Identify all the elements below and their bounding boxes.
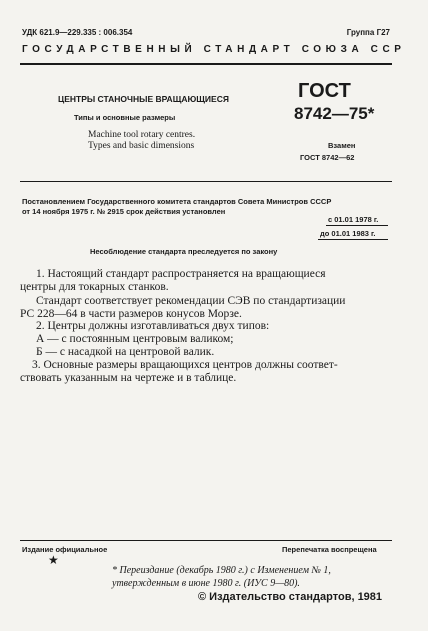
gost-number: 8742—75* <box>294 104 375 123</box>
type-b-item: Б — с насадкой на центровой валик. <box>36 346 215 358</box>
decree-line1: Постановлением Государственного комитета стандартов Совета Министров СССР <box>22 197 332 206</box>
instead-label: Взамен <box>328 141 356 150</box>
title-russian: ЦЕНТРЫ СТАНОЧНЫЕ ВРАЩАЮЩИЕСЯ <box>58 94 229 104</box>
violation-notice: Несоблюдение стандарта преследуется по закону <box>90 247 278 256</box>
decree-line2: от 14 ноября 1975 г. № 2915 срок действия установлен <box>22 207 226 216</box>
title-english-line2: Types and basic dimensions <box>88 141 195 151</box>
subtitle-russian: Типы и основные размеры <box>74 113 176 122</box>
paragraph-1-line2: центры для токарных станков. <box>20 281 169 293</box>
instead-number: ГОСТ 8742—62 <box>300 153 355 162</box>
date-to: до 01.01 1983 г. <box>320 229 376 238</box>
state-standard-heading: ГОСУДАРСТВЕННЫЙ СТАНДАРТ СОЮЗА ССР <box>22 44 406 55</box>
paragraph-2-line1: Стандарт соответствует рекомендации СЭВ по стандартизации <box>36 295 346 307</box>
publisher-copyright: © Издательство стандартов, 1981 <box>198 591 383 603</box>
udk-code: УДК 621.9—229.335 : 006.354 <box>22 28 133 37</box>
bottom-rule <box>20 540 392 541</box>
date-from-underline <box>326 225 388 226</box>
gost-label: ГОСТ <box>298 80 351 102</box>
title-english-line1: Machine tool rotary centres. <box>88 130 196 140</box>
group-code: Группа Г27 <box>346 28 390 37</box>
date-to-underline <box>318 239 388 240</box>
type-a-item: А — с постоянным центровым валиком; <box>36 333 234 345</box>
official-edition: Издание официальное <box>22 545 108 554</box>
reissue-note-line1: * Переиздание (декабрь 1980 г.) с Изменением № 1, <box>112 565 331 576</box>
middle-rule <box>20 181 392 182</box>
paragraph-3: 2. Центры должны изготавливаться двух типов: <box>36 320 270 332</box>
paragraph-1-line1: 1. Настоящий стандарт распространяется на вращающиеся <box>36 268 326 280</box>
paragraph-2-line2: РС 228—64 в части размеров конусов Морзе. <box>20 308 242 320</box>
paragraph-4-line1: 3. Основные размеры вращающихся центров должны соответ- <box>32 359 338 371</box>
star-icon: ★ <box>48 553 59 567</box>
date-from: с 01.01 1978 г. <box>328 215 379 224</box>
reissue-note-line2: утвержденным в июне 1980 г. (ИУС 9—80). <box>112 578 300 589</box>
paragraph-4-line2: ствовать указанным на чертеже и в таблице. <box>20 372 237 384</box>
top-rule <box>20 63 392 65</box>
reprint-ban: Перепечатка воспрещена <box>282 545 377 554</box>
